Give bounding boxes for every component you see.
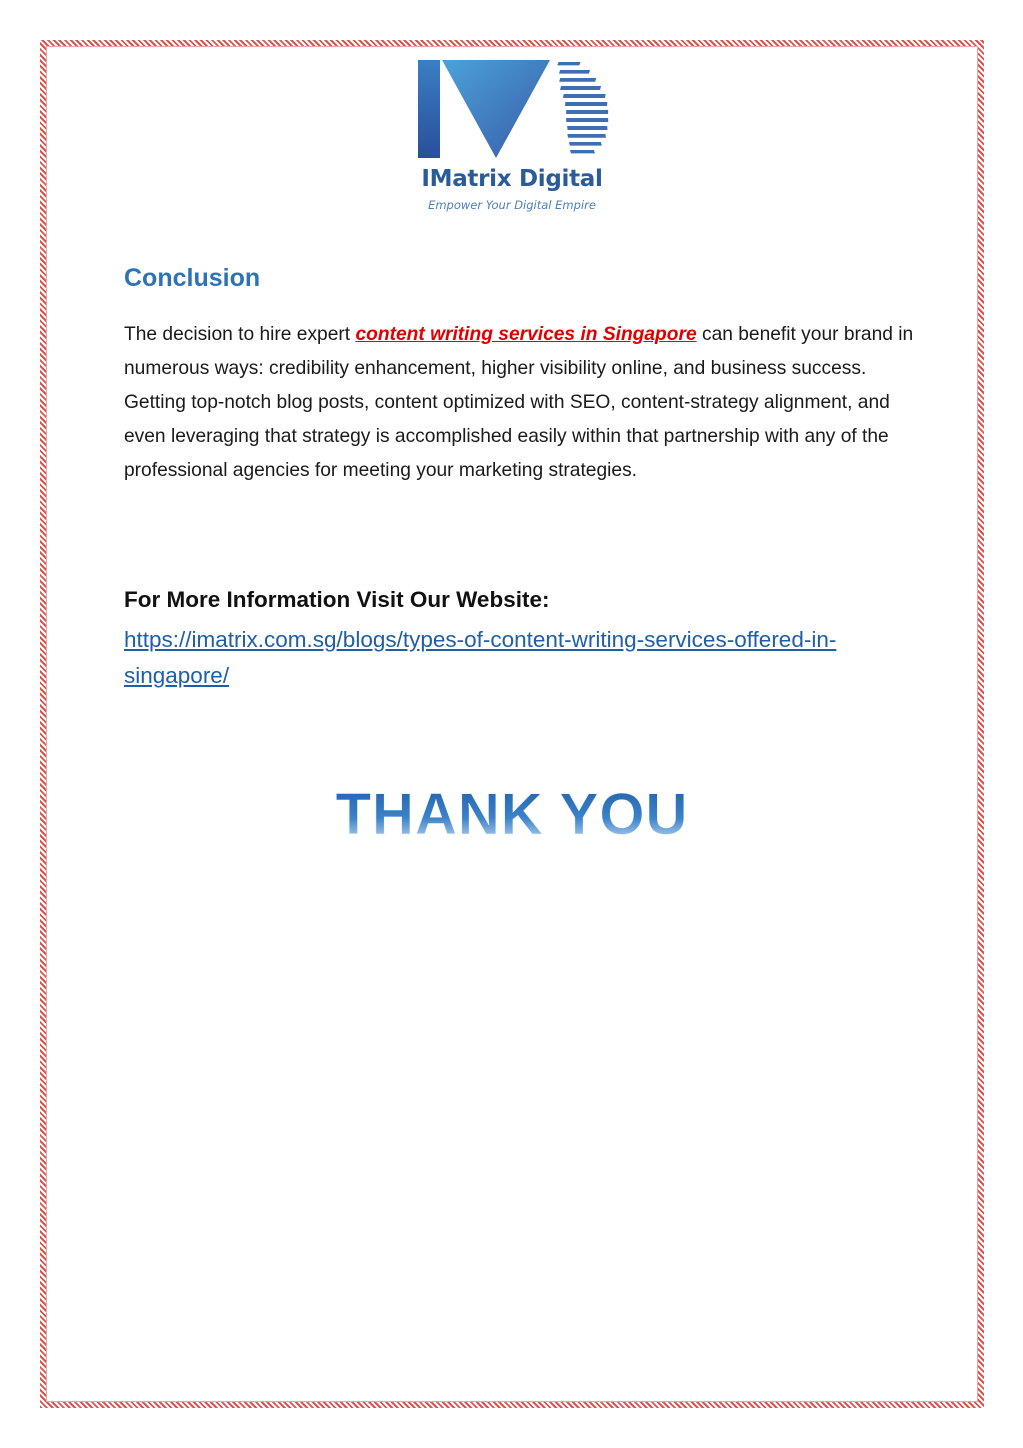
content-writing-services-link[interactable]: content writing services in Singapore <box>355 324 697 345</box>
company-logo <box>412 58 612 218</box>
paragraph-text-before: The decision to hire expert <box>124 324 356 345</box>
imatrix-digital-logo-icon <box>412 58 612 163</box>
website-link[interactable]: https://imatrix.com.sg/blogs/types-of-content-writing-services-offered-in-singapore/ <box>124 627 837 688</box>
paragraph-text-after: can benefit your brand in numerous ways: credibility enhancement, higher visibility online, and business success. Getting top-notch blog posts, content optimized with SEO, content-strategy alignment, and even leveraging that strategy is accomplished easily within that partnership with any of the professional agencies for meeting your marketing strategies. <box>124 324 914 481</box>
conclusion-heading: Conclusion <box>124 264 261 292</box>
thank-you-text: THANK YOU <box>335 782 689 847</box>
thank-you-wordart <box>300 778 724 858</box>
logo-tagline: Empower Your Digital Empire <box>428 198 596 212</box>
logo-name: IMatrix Digital <box>421 166 603 192</box>
more-info-label: For More Information Visit Our Website: <box>124 587 550 612</box>
page-border <box>40 40 984 1408</box>
conclusion-paragraph <box>124 318 914 488</box>
